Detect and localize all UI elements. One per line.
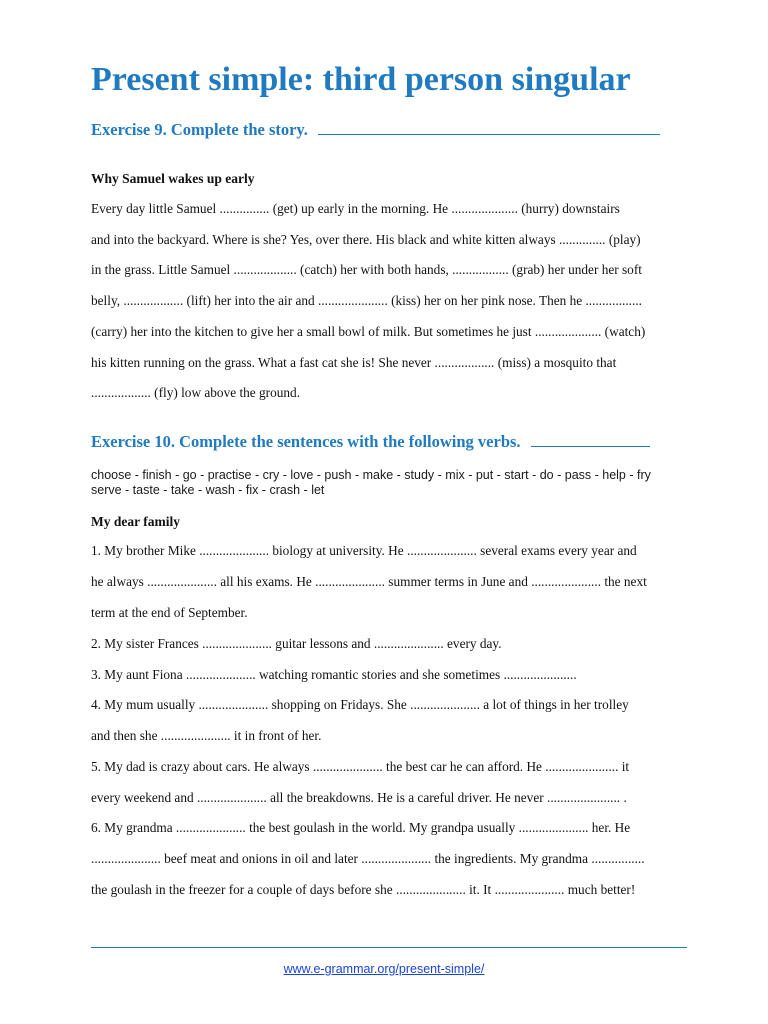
sentence-line: ..................... beef meat and onions in oil and later ..................... the ingredients. My grandma ................ <box>91 851 645 866</box>
sentence-line: and then she ..................... it in front of her. <box>91 728 322 743</box>
sentence-line: 4. My mum usually ..................... shopping on Fridays. She ..................... a lot of things in her trolley <box>91 697 629 712</box>
exercise-10-heading-text: Exercise 10. Complete the sentences with the following verbs. <box>91 432 521 451</box>
story-line: in the grass. Little Samuel ................... (catch) her with both hands, ................. (grab) her under her soft <box>91 262 642 277</box>
exercise-9-heading-rule <box>318 120 660 135</box>
sentence-line: term at the end of September. <box>91 605 248 620</box>
sentence-line: 6. My grandma ..................... the best goulash in the world. My grandpa usually ..................... her. He <box>91 820 631 835</box>
story-line: his kitten running on the grass. What a fast cat she is! She never .................. (miss) a mosquito that <box>91 355 617 370</box>
verb-list-line-2: serve - taste - take - wash - fix - crash - let <box>91 483 325 497</box>
story-line: (carry) her into the kitchen to give her a small bowl of milk. But sometimes he just .................... (watch) <box>91 324 646 339</box>
exercise-9-heading <box>91 120 660 140</box>
exercise-10-heading <box>91 432 650 452</box>
verb-list-line-1: choose - finish - go - practise - cry - love - push - make - study - mix - put - start - do - pass - help - fry <box>91 468 651 482</box>
sentence-line: 1. My brother Mike ..................... biology at university. He ..................... several exams every year and <box>91 543 637 558</box>
exercise-9-heading-text: Exercise 9. Complete the story. <box>91 120 308 139</box>
sentence-line: 5. My dad is crazy about cars. He always ..................... the best car he can afford. He ...................... it <box>91 759 630 774</box>
story-line: and into the backyard. Where is she? Yes, over there. His black and white kitten always .............. (play) <box>91 232 641 247</box>
footer-website-link[interactable]: www.e-grammar.org/present-simple/ <box>283 962 485 976</box>
sentence-line: every weekend and ..................... all the breakdowns. He is a careful driver. He never ...................... . <box>91 790 627 805</box>
sentence-line: 2. My sister Frances ..................... guitar lessons and ..................... every day. <box>91 636 502 651</box>
story-line: .................. (fly) low above the ground. <box>91 385 301 400</box>
page-title: Present simple: third person singular <box>91 61 631 98</box>
sentence-line: the goulash in the freezer for a couple of days before she ..................... it. It ..................... much better! <box>91 882 636 897</box>
story-line: Every day little Samuel ............... (get) up early in the morning. He .................... (hurry) downstairs <box>91 201 620 216</box>
sentence-line: he always ..................... all his exams. He ..................... summer terms in June and ..................... the next <box>91 574 647 589</box>
story-title: Why Samuel wakes up early <box>91 171 255 186</box>
exercise-10-heading-rule <box>531 432 650 447</box>
story-line: belly, .................. (lift) her into the air and ..................... (kiss) her on her pink nose. Then he ................. <box>91 293 642 308</box>
footer-divider <box>91 947 687 948</box>
sentence-line: 3. My aunt Fiona ..................... watching romantic stories and she sometimes ...................... <box>91 667 577 682</box>
family-section-title: My dear family <box>91 514 180 529</box>
